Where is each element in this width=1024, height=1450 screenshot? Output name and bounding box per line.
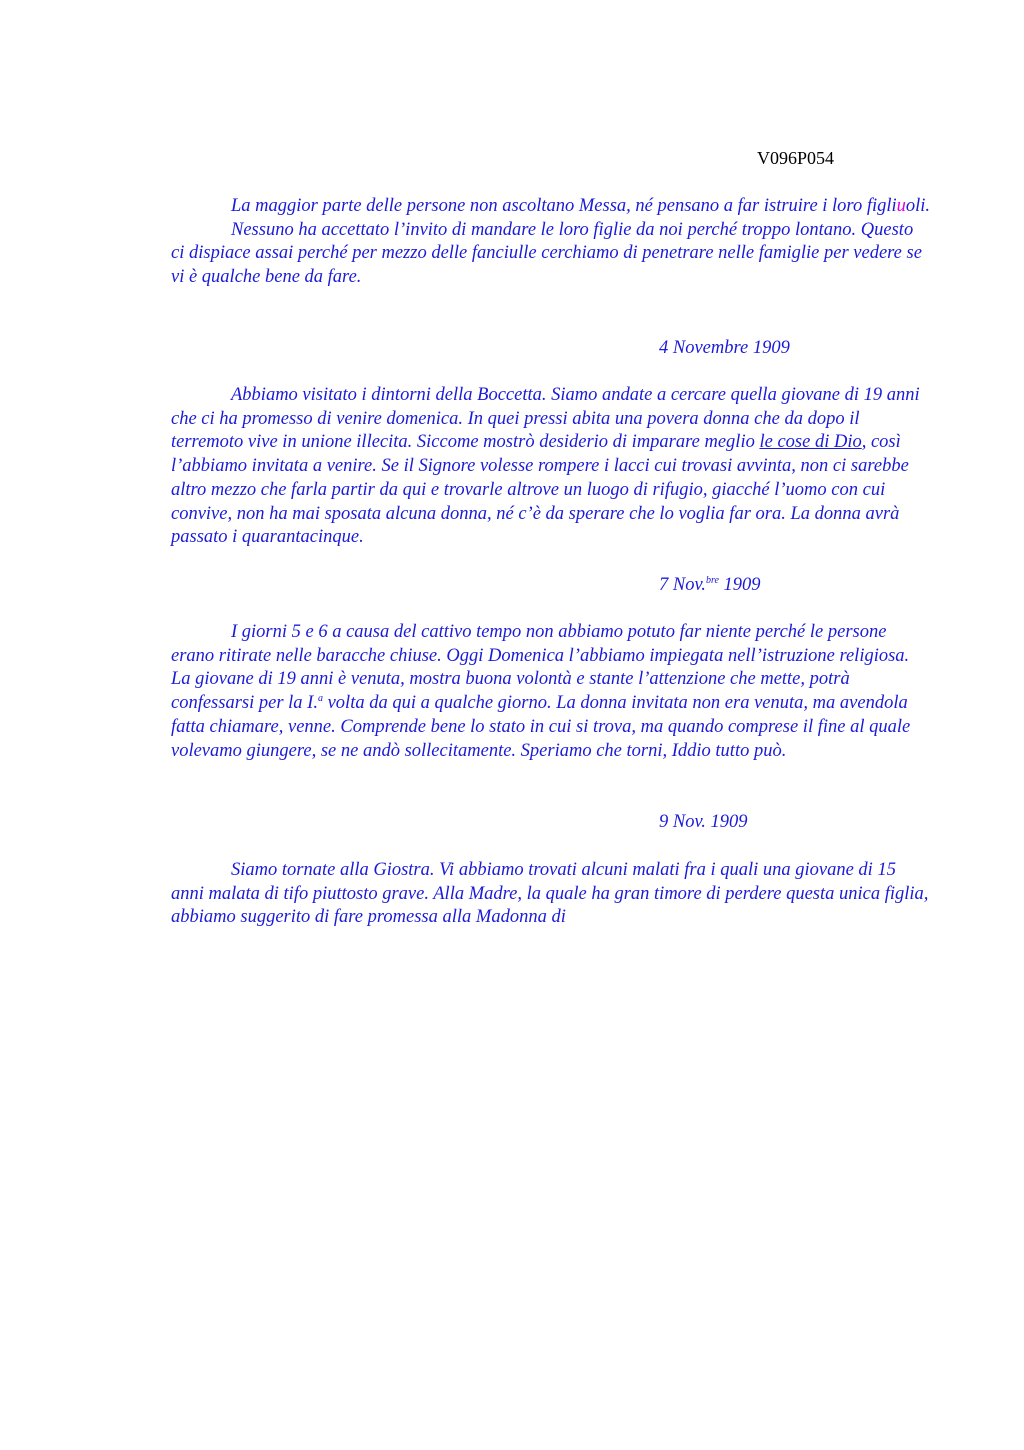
date-heading: 4 Novembre 1909 xyxy=(659,338,790,358)
paragraph: I giorni 5 e 6 a causa del cattivo tempo non abbiamo potuto far niente perché le persone erano ritirate nelle baracche chiuse. Oggi Domenica l’abbiamo impiegata nell’istruzione religiosa. La giovane di 19 anni è venuta, mostra buona volontà e stante l’attenzione che mette, potrà confessarsi per la I.$^a$ volta da qui a qualche giorno. La donna invitata non era venuta, ma avendola fatta chiamare, venne. Comprende bene lo stato in cui si trova, ma quando comprese il fine al quale volevamo giungere, se ne andò sollecitamente. Speriamo che torni, Iddio tutto può. xyxy=(171,622,911,761)
text-block-3 xyxy=(171,621,931,763)
date-heading: 9 Nov. 1909 xyxy=(659,812,748,832)
paragraph: La maggior parte delle persone non ascoltano Messa, né pensano a far istruire i loro figliuoli. xyxy=(231,196,931,216)
text-block-4 xyxy=(171,859,931,930)
text-block-2 xyxy=(171,384,931,550)
underlined-phrase: le cose di Dio xyxy=(759,432,862,453)
paragraph: Abbiamo visitato i dintorni della Boccetta. Siamo andate a cercare quella giovane di 19 anni che ci ha promesso di venire domenica. In quei pressi abita una povera donna che da dopo il terremoto vive in unione illecita. Siccome mostrò desiderio di imparare meglio le cose di Dio, così l’abbiamo invitata a venire. Se il Signore volesse rompere i lacci cui trovasi avvinta, non ci sarebbe altro mezzo che farla partir da qui e trovarle altrove un luogo di rifugio, giacché l’uomo con cui convive, non ha mai sposata alcuna donna, né c’è da sperare che lo voglia far ora. La donna avrà passato i quarantacinque. xyxy=(171,385,920,548)
paragraph: Siamo tornate alla Giostra. Vi abbiamo trovati alcuni malati fra i quali una giovane di 15 anni malata di tifo piuttosto grave. Alla Madre, la quale ha gran timore di perdere questa unica figlia, abbiamo suggerito di fare promessa alla Madonna di xyxy=(171,860,929,928)
date-heading: 7 Nov.$^{bre}$ 1909 xyxy=(659,575,761,595)
paragraph: Nessuno ha accettato l’invito di mandare le loro figlie da noi perché troppo lontano. Questo ci dispiace assai perché per mezzo delle fanciulle cerchiamo di penetrare nelle famiglie per vedere se vi è qualche bene da fare. xyxy=(171,219,922,288)
page-reference: V096P054 xyxy=(757,148,835,168)
highlighted-letter: u xyxy=(896,196,906,216)
text-block-1 xyxy=(171,195,931,290)
